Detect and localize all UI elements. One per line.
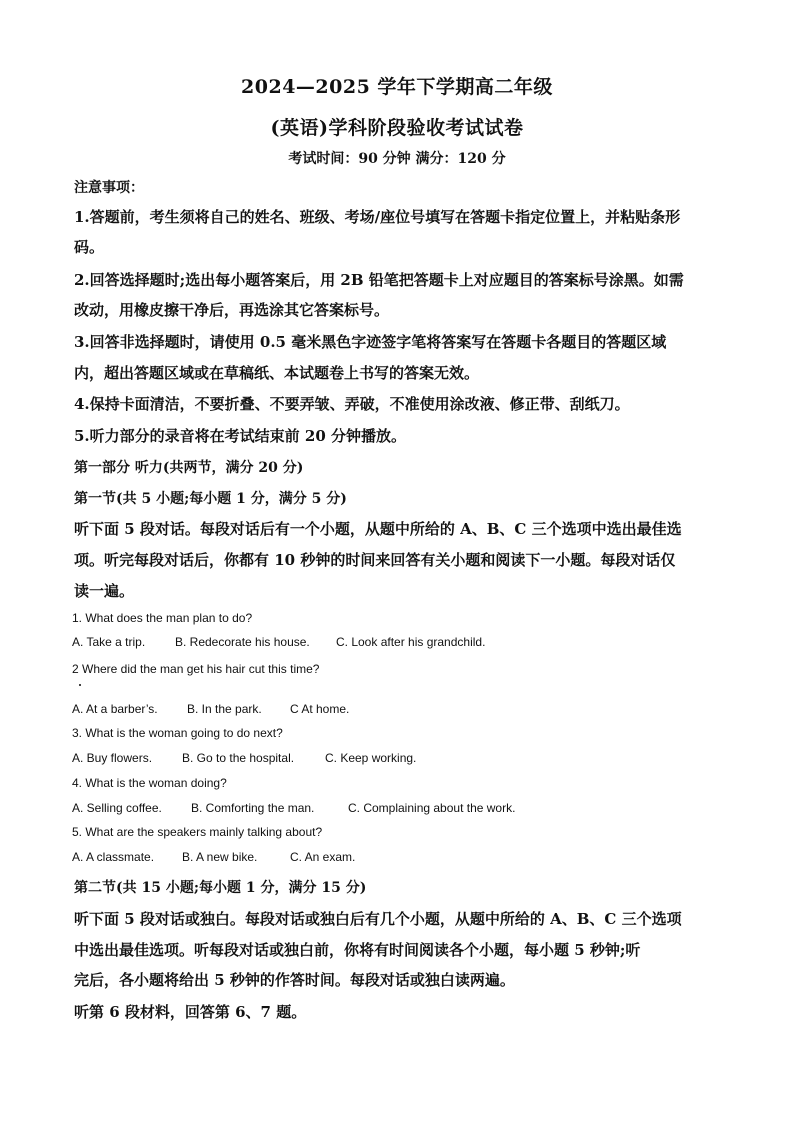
- question-options: [72, 635, 485, 649]
- question-stem: 4. What is the woman doing?: [72, 776, 227, 790]
- option-b: B. Comforting the man.: [191, 801, 315, 815]
- option-a: A. A classmate.: [72, 850, 155, 864]
- option-a: A. Selling coffee.: [72, 801, 162, 815]
- option-c: C At home.: [290, 702, 350, 716]
- exam-title-subject: (英语)学科阶段验收考试试卷: [270, 117, 524, 139]
- option-c: C. Look after his grandchild.: [336, 635, 486, 649]
- section1-instr-line-2: 项。听完每段对话后，你都有 10 秒钟的时间来回答有关小题和阅读下一小题。每段对话仅: [74, 551, 676, 569]
- exam-title-year: 2024—2025 学年下学期高二年级: [241, 76, 553, 98]
- question-stem: 3. What is the woman going to do next?: [72, 726, 283, 740]
- note-4: 4.保持卡面清洁，不要折叠、不要弄皱、弄破，不准使用涂改液、修正带、刮纸刀。: [74, 395, 630, 413]
- note-1-line-1: 1.答题前，考生须将自己的姓名、班级、考场/座位号填写在答题卡指定位置上，并粘贴条形: [74, 208, 681, 226]
- option-b: B. Go to the hospital.: [182, 751, 295, 765]
- note-2-line-1: 2.回答选择题时;选出每小题答案后，用 2B 铅笔把答题卡上对应题目的答案标号涂黑。如需: [74, 271, 684, 289]
- option-b: B. Redecorate his house.: [175, 635, 310, 649]
- question-options: [72, 850, 355, 864]
- note-2-line-2: 改动，用橡皮擦干净后，再选涂其它答案标号。: [74, 301, 390, 319]
- question-stem: 1. What does the man plan to do?: [72, 611, 253, 625]
- notes-heading: 注意事项：: [74, 180, 144, 196]
- question-stem: 2 Where did the man get his hair cut this time?: [72, 662, 320, 676]
- option-a: A. Buy flowers.: [72, 751, 153, 765]
- question-stem: 5. What are the speakers mainly talking about?: [72, 825, 323, 839]
- section2-instr-line-1: 听下面 5 段对话或独白。每段对话或独白后有几个小题，从题中所给的 A、B、C 三个选项: [74, 910, 682, 928]
- option-c: C. Complaining about the work.: [348, 801, 516, 815]
- section2-heading: 第二节(共 15 小题;每小题 1 分，满分 15 分): [74, 880, 367, 896]
- note-5: 5.听力部分的录音将在考试结束前 20 分钟播放。: [74, 427, 406, 445]
- option-a: A. At a barber’s.: [72, 702, 158, 716]
- note-1-line-2: 码。: [74, 238, 105, 256]
- option-b: B. In the park.: [187, 702, 262, 716]
- question-options: [72, 702, 349, 716]
- option-c: C. An exam.: [290, 850, 356, 864]
- section1-instr-line-3: 读一遍。: [74, 582, 135, 600]
- option-c: C. Keep working.: [325, 751, 417, 765]
- part1-heading: 第一部分 听力(共两节，满分 20 分): [74, 460, 304, 476]
- stray-dot-mark: [79, 684, 81, 686]
- section1-instr-line-1: 听下面 5 段对话。每段对话后有一个小题，从题中所给的 A、B、C 三个选项中选出最佳选: [74, 520, 682, 538]
- note-3-line-2: 内，超出答题区域或在草稿纸、本试题卷上书写的答案无效。: [74, 364, 480, 382]
- exam-info: 考试时间：90 分钟 满分：120 分: [288, 151, 506, 167]
- section2-instr-line-3: 完后，各小题将给出 5 秒钟的作答时间。每段对话或独白读两遍。: [74, 971, 515, 989]
- question-options: [72, 751, 416, 765]
- note-3-line-1: 3.回答非选择题时，请使用 0.5 毫米黑色字迹签字笔将答案写在答题卡各题目的答题区域: [74, 333, 667, 351]
- question-options: [72, 801, 515, 815]
- section1-heading: 第一节(共 5 小题;每小题 1 分，满分 5 分): [74, 491, 347, 507]
- section2-instr-line-2: 中选出最佳选项。听每段对话或独白前，你将有时间阅读各个小题，每小题 5 秒钟;听: [74, 941, 641, 959]
- option-b: B. A new bike.: [182, 850, 258, 864]
- material-6-prompt: 听第 6 段材料，回答第 6、7 题。: [74, 1003, 307, 1021]
- option-a: A. Take a trip.: [72, 635, 146, 649]
